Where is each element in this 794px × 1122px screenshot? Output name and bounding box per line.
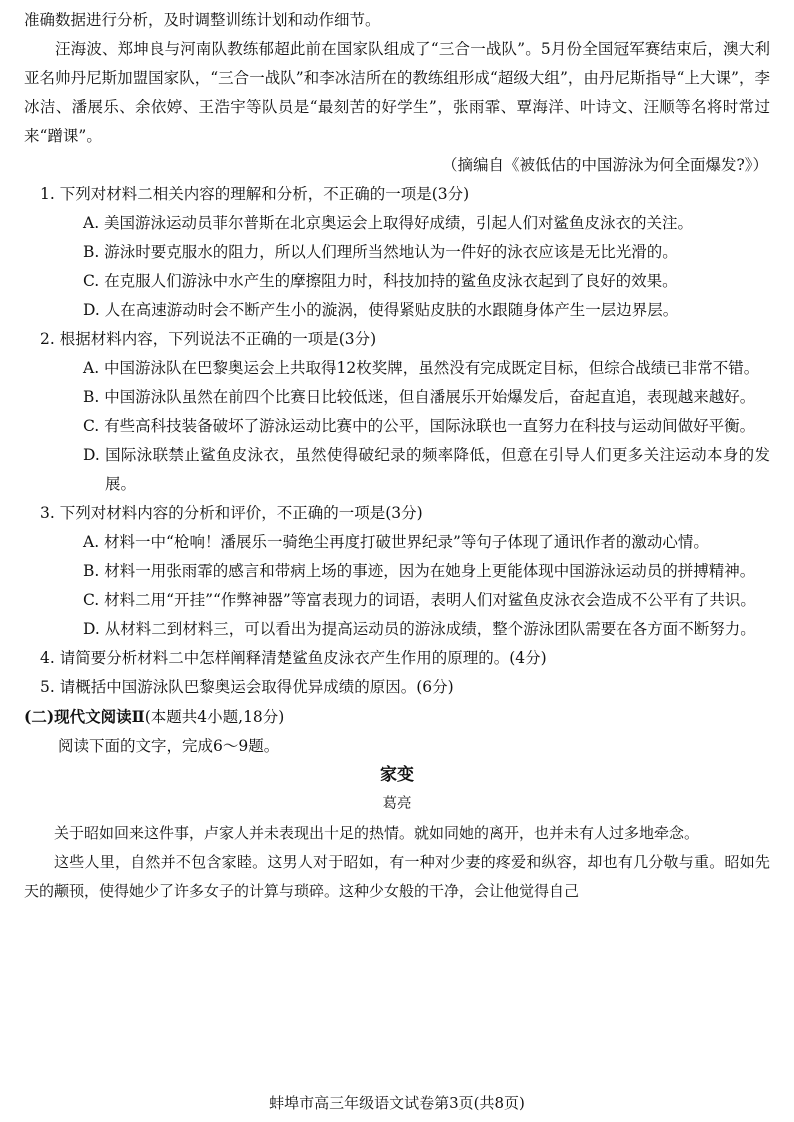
source-citation: （摘编自《被低估的中国游泳为何全面爆发?》） xyxy=(441,156,768,174)
option-a: A. 中国游泳队在巴黎奥运会上共取得12枚奖牌，虽然没有完成既定目标，但综合战绩已非常不错。 xyxy=(83,359,760,377)
question-stem: 1. 下列对材料二相关内容的理解和分析，不正确的一项是(3分) xyxy=(40,185,470,203)
option-b: B. 游泳时要克服水的阻力，所以人们理所当然地认为一件好的泳衣应该是无比光滑的。 xyxy=(83,243,678,261)
story-paragraph: 这些人里，自然并不包含家睦。这男人对于昭如，有一种对少妻的疼爱和纵容，却也有几分敬与重。昭如先天的颟顸，使得她少了许多女子的计算与琐碎。这种少女般的干净，会让他觉得自己 xyxy=(24,853,770,900)
paragraph-continued: 准确数据进行分析，及时调整训练计划和动作细节。 xyxy=(24,11,381,29)
section-heading xyxy=(24,702,770,732)
option-c: C. 在克服人们游泳中水产生的摩擦阻力时，科技加持的鲨鱼皮泳衣起到了良好的效果。 xyxy=(83,272,678,290)
option-d: D. 人在高速游动时会不断产生小的漩涡，使得紧贴皮肤的水跟随身体产生一层边界层。 xyxy=(83,301,679,319)
option-a: A. 材料一中“枪响！潘展乐一骑绝尘再度打破世界纪录”等句子体现了通讯作者的激动心情。 xyxy=(83,533,709,551)
story-title: 家变 xyxy=(380,765,414,785)
option-a: A. 美国游泳运动员菲尔普斯在北京奥运会上取得好成绩，引起人们对鲨鱼皮泳衣的关注。 xyxy=(83,214,694,232)
question-stem: 3. 下列对材料内容的分析和评价，不正确的一项是(3分) xyxy=(40,504,423,522)
story-paragraph: 关于昭如回来这件事，卢家人并未表现出十足的热情。就如同她的离开，也并未有人过多地牵念。 xyxy=(54,824,700,842)
option-b: B. 中国游泳队虽然在前四个比赛日比较低迷，但自潘展乐开始爆发后，奋起直追，表现越来越好。 xyxy=(83,388,756,406)
paragraph-coaching-team: 汪海波、郑坤良与河南队教练郁超此前在国家队组成了“三合一战队”。5月份全国冠军赛结束后，澳大利亚名帅丹尼斯加盟国家队，“三合一战队”和李冰洁所在的教练组形成“超级大组”，由丹尼斯指导“上大课”，李冰洁、潘展乐、余依婷、王浩宇等队员是“最刻苦的好学生”，张雨霏、覃海洋、叶诗文、汪顺等名将时常过来“蹭课”。 xyxy=(24,40,770,145)
page-footer: 蚌埠市高三年级语文试卷第3页(共8页) xyxy=(269,1094,525,1112)
option-d: D. 国际泳联禁止鲨鱼皮泳衣，虽然使得破纪录的频率降低，但意在引导人们更多关注运动本身的发展。 xyxy=(83,446,770,493)
section-heading-note: (本题共4小题,18分) xyxy=(144,708,285,726)
section-heading-label: (二)现代文阅读Ⅱ xyxy=(24,707,145,726)
option-d: D. 从材料二到材料三，可以看出为提高运动员的游泳成绩，整个游泳团队需要在各方面不断努力。 xyxy=(83,620,756,638)
question-2 xyxy=(24,325,770,499)
section-lead: 阅读下面的文字，完成6～9题。 xyxy=(58,737,280,755)
question-4: 4. 请简要分析材料二中怎样阐释清楚鲨鱼皮泳衣产生作用的原理的。(4分) xyxy=(40,649,547,667)
question-stem: 2. 根据材料内容，下列说法不正确的一项是(3分) xyxy=(40,330,377,348)
option-c: C. 材料二用“开挂”“作弊神器”等富表现力的词语，表明人们对鲨鱼皮泳衣会造成不公平有了共识。 xyxy=(83,591,756,609)
question-3 xyxy=(24,499,770,644)
question-5: 5. 请概括中国游泳队巴黎奥运会取得优异成绩的原因。(6分) xyxy=(40,678,454,696)
question-1 xyxy=(24,180,770,325)
option-b: B. 材料一用张雨霏的感言和带病上场的事迹，因为在她身上更能体现中国游泳运动员的拼搏精神。 xyxy=(83,562,756,580)
option-c: C. 有些高科技装备破坏了游泳运动比赛中的公平，国际泳联也一直努力在科技与运动间做好平衡。 xyxy=(83,417,756,435)
story-author: 葛亮 xyxy=(382,796,412,812)
